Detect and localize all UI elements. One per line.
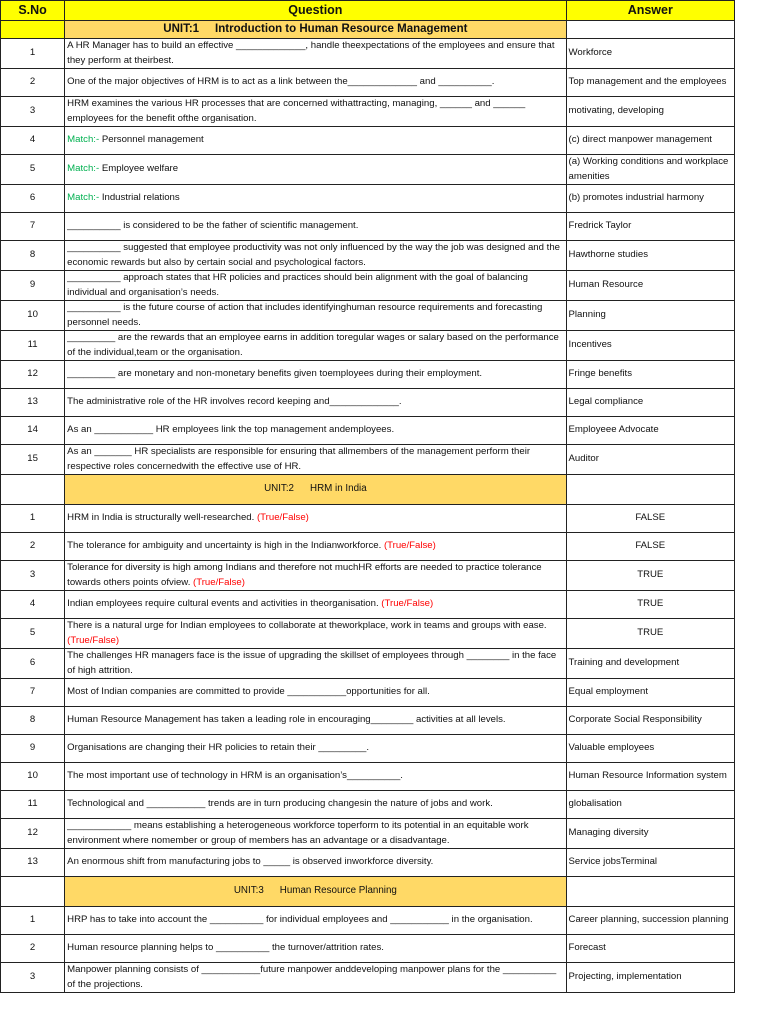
question-text: _________ are monetary and non-monetary benefits given toemployees during their employment. bbox=[67, 368, 483, 380]
answer-cell: TRUE bbox=[566, 591, 734, 619]
row-number: 10 bbox=[1, 763, 65, 791]
question-text: The administrative role of the HR involves record keeping and_____________. bbox=[67, 396, 402, 408]
question-text: There is a natural urge for Indian employees to collaborate at theworkplace, work in teams and groups with ease. bbox=[67, 620, 547, 631]
question-text: Indian employees require cultural events and activities in theorganisation. bbox=[67, 598, 382, 610]
unit3-title bbox=[65, 877, 566, 907]
unit2-title-blank bbox=[1, 475, 65, 505]
answer-cell: Auditor bbox=[566, 445, 734, 475]
row-number: 2 bbox=[1, 533, 65, 561]
table-row bbox=[1, 935, 735, 963]
row-number: 3 bbox=[1, 561, 65, 591]
table-row bbox=[1, 241, 735, 271]
question-text: _________ are the rewards that an employee earns in addition toregular wages or salary based on the performance of the individual,team or the organisation. bbox=[67, 332, 559, 358]
question-cell bbox=[65, 679, 566, 707]
answer-cell: Projecting, implementation bbox=[566, 963, 734, 993]
table-row bbox=[1, 791, 735, 819]
true-false-label: (True/False) bbox=[67, 634, 120, 646]
unit2-label: UNIT:2 bbox=[264, 483, 295, 495]
table-row bbox=[1, 39, 735, 69]
question-cell bbox=[65, 533, 566, 561]
answer-cell: (a) Working conditions and workplace amenities bbox=[566, 155, 734, 185]
question-cell bbox=[65, 185, 566, 213]
qa-table-body bbox=[1, 1, 735, 993]
question-text: Personnel management bbox=[99, 134, 204, 146]
question-text: As an ___________ HR employees link the top management andemployees. bbox=[67, 424, 395, 436]
question-text: HRM in India is structurally well-researched. bbox=[67, 512, 257, 524]
question-text: One of the major objectives of HRM is to act as a link between the_____________ and __________. bbox=[67, 76, 495, 88]
table-row bbox=[1, 213, 735, 241]
question-cell bbox=[65, 791, 566, 819]
unit2-title-answer-blank bbox=[566, 475, 734, 505]
table-row bbox=[1, 389, 735, 417]
question-cell bbox=[65, 505, 566, 533]
row-number: 8 bbox=[1, 241, 65, 271]
question-text: Employee welfare bbox=[99, 163, 179, 175]
unit1-title-row bbox=[1, 21, 735, 39]
unit2-title-row bbox=[1, 475, 735, 505]
table-row bbox=[1, 301, 735, 331]
question-text: __________ suggested that employee productivity was not only influenced by the way the job was designed and the economic rewards but also by certain social and psychological factors. bbox=[67, 242, 560, 268]
unit1-title bbox=[65, 21, 566, 39]
question-text: A HR Manager has to build an effective _____________, handle theexpectations of the employees and ensure that they perform at theirbest. bbox=[67, 40, 555, 66]
unit3-name: Human Resource Planning bbox=[279, 885, 397, 897]
row-number: 4 bbox=[1, 591, 65, 619]
answer-cell: Incentives bbox=[566, 331, 734, 361]
row-number: 15 bbox=[1, 445, 65, 475]
question-text: Manpower planning consists of ___________future manpower anddeveloping manpower plans for the __________ of the projections. bbox=[67, 964, 557, 990]
answer-cell: Managing diversity bbox=[566, 819, 734, 849]
unit3-title-answer-blank bbox=[566, 877, 734, 907]
table-row bbox=[1, 185, 735, 213]
table-row bbox=[1, 445, 735, 475]
unit1-title-answer-blank bbox=[566, 21, 734, 39]
question-text: Human resource planning helps to __________ the turnover/attrition rates. bbox=[67, 942, 384, 954]
unit1-title-blank bbox=[1, 21, 65, 39]
question-text: As an _______ HR specialists are responsible for ensuring that allmembers of the management perform their respective roles concernedwith the effective use of HR. bbox=[67, 446, 531, 472]
question-cell bbox=[65, 707, 566, 735]
table-row bbox=[1, 763, 735, 791]
row-number: 14 bbox=[1, 417, 65, 445]
row-number: 8 bbox=[1, 707, 65, 735]
match-label: Match:- bbox=[67, 163, 100, 175]
row-number: 1 bbox=[1, 505, 65, 533]
table-row bbox=[1, 907, 735, 935]
unit3-title-row bbox=[1, 877, 735, 907]
row-number: 11 bbox=[1, 331, 65, 361]
row-number: 2 bbox=[1, 935, 65, 963]
unit2-title bbox=[65, 475, 566, 505]
match-label: Match:- bbox=[67, 134, 100, 146]
answer-cell: Human Resource Information system bbox=[566, 763, 734, 791]
answer-cell: FALSE bbox=[566, 505, 734, 533]
table-row bbox=[1, 271, 735, 301]
question-cell bbox=[65, 69, 566, 97]
header-question: Question bbox=[65, 1, 566, 21]
question-cell bbox=[65, 849, 566, 877]
true-false-label: (True/False) bbox=[256, 512, 309, 524]
question-cell bbox=[65, 331, 566, 361]
answer-cell: Human Resource bbox=[566, 271, 734, 301]
question-cell bbox=[65, 935, 566, 963]
answer-cell: Fringe benefits bbox=[566, 361, 734, 389]
row-number: 1 bbox=[1, 907, 65, 935]
row-number: 1 bbox=[1, 39, 65, 69]
row-number: 4 bbox=[1, 127, 65, 155]
row-number: 12 bbox=[1, 361, 65, 389]
answer-cell: (b) promotes industrial harmony bbox=[566, 185, 734, 213]
row-number: 5 bbox=[1, 619, 65, 649]
row-number: 3 bbox=[1, 963, 65, 993]
table-row bbox=[1, 649, 735, 679]
table-row bbox=[1, 561, 735, 591]
question-cell bbox=[65, 213, 566, 241]
row-number: 6 bbox=[1, 185, 65, 213]
table-row bbox=[1, 707, 735, 735]
match-label: Match:- bbox=[67, 192, 100, 204]
answer-cell: (c) direct manpower management bbox=[566, 127, 734, 155]
question-cell bbox=[65, 619, 566, 649]
question-cell bbox=[65, 735, 566, 763]
question-cell bbox=[65, 763, 566, 791]
question-text: Most of Indian companies are committed to provide ___________opportunities for all. bbox=[67, 686, 430, 698]
answer-cell: Training and development bbox=[566, 649, 734, 679]
answer-cell: Workforce bbox=[566, 39, 734, 69]
answer-cell: Career planning, succession planning bbox=[566, 907, 734, 935]
question-cell bbox=[65, 271, 566, 301]
question-cell bbox=[65, 241, 566, 271]
unit1-name: Introduction to Human Resource Management bbox=[215, 23, 468, 36]
answer-cell: globalisation bbox=[566, 791, 734, 819]
header-answer: Answer bbox=[566, 1, 734, 21]
header-sno: S.No bbox=[1, 1, 65, 21]
table-row bbox=[1, 69, 735, 97]
answer-cell: Corporate Social Responsibility bbox=[566, 707, 734, 735]
question-text: __________ is considered to be the father of scientific management. bbox=[67, 220, 359, 232]
row-number: 11 bbox=[1, 791, 65, 819]
true-false-label: (True/False) bbox=[193, 576, 245, 588]
question-cell bbox=[65, 97, 566, 127]
answer-cell: FALSE bbox=[566, 533, 734, 561]
answer-cell: TRUE bbox=[566, 561, 734, 591]
table-row bbox=[1, 505, 735, 533]
question-cell bbox=[65, 591, 566, 619]
question-text: Technological and ___________ trends are in turn producing changesin the nature of jobs and work. bbox=[67, 798, 493, 810]
question-text: __________ approach states that HR policies and practices should bein alignment with the goal of balancing individual and organisation’s needs. bbox=[67, 272, 528, 298]
question-text: The most important use of technology in HRM is an organisation’s__________. bbox=[67, 770, 403, 782]
table-row bbox=[1, 331, 735, 361]
row-number: 3 bbox=[1, 97, 65, 127]
row-number: 13 bbox=[1, 389, 65, 417]
row-number: 6 bbox=[1, 649, 65, 679]
question-text: Organisations are changing their HR policies to retain their _________. bbox=[67, 742, 370, 754]
row-number: 7 bbox=[1, 213, 65, 241]
answer-cell: Top management and the employees bbox=[566, 69, 734, 97]
question-text: HRP has to take into account the __________ for individual employees and ___________ in the organisation. bbox=[67, 914, 533, 926]
question-cell bbox=[65, 445, 566, 475]
question-text: HRM examines the various HR processes that are concerned withattracting, managing, ______ and ______ employees for the benefit ofthe organisation. bbox=[67, 98, 526, 124]
answer-cell: Fredrick Taylor bbox=[566, 213, 734, 241]
question-text: Tolerance for diversity is high among Indians and therefore not muchHR efforts are needed to practice tolerance towards others points ofview. bbox=[67, 562, 542, 588]
table-row bbox=[1, 155, 735, 185]
question-cell bbox=[65, 649, 566, 679]
table-row bbox=[1, 97, 735, 127]
question-cell bbox=[65, 127, 566, 155]
header-row bbox=[1, 1, 735, 21]
question-cell bbox=[65, 39, 566, 69]
question-text: The challenges HR managers face is the issue of upgrading the skillset of employees through ________ in the face of high attrition. bbox=[67, 650, 557, 676]
question-cell bbox=[65, 963, 566, 993]
question-cell bbox=[65, 301, 566, 331]
question-cell bbox=[65, 389, 566, 417]
answer-cell: Planning bbox=[566, 301, 734, 331]
answer-cell: Forecast bbox=[566, 935, 734, 963]
question-text: Industrial relations bbox=[99, 192, 180, 204]
question-cell bbox=[65, 361, 566, 389]
row-number: 12 bbox=[1, 819, 65, 849]
question-cell bbox=[65, 561, 566, 591]
question-text: The tolerance for ambiguity and uncertainty is high in the Indianworkforce. bbox=[67, 540, 384, 552]
table-row bbox=[1, 679, 735, 707]
answer-cell: Valuable employees bbox=[566, 735, 734, 763]
row-number: 9 bbox=[1, 735, 65, 763]
table-row bbox=[1, 533, 735, 561]
answer-cell: motivating, developing bbox=[566, 97, 734, 127]
question-text: Human Resource Management has taken a leading role in encouraging________ activities at all levels. bbox=[67, 714, 506, 726]
question-text: ____________ means establishing a heterogeneous workforce toperform to its potential in an equitable work environment where nomember or group of members has an advantage or a disadvantage. bbox=[67, 820, 529, 846]
unit3-label: UNIT:3 bbox=[233, 885, 264, 897]
true-false-label: (True/False) bbox=[383, 540, 436, 552]
answer-cell: Employeee Advocate bbox=[566, 417, 734, 445]
question-cell bbox=[65, 417, 566, 445]
answer-cell: Hawthorne studies bbox=[566, 241, 734, 271]
answer-cell: Equal employment bbox=[566, 679, 734, 707]
true-false-label: (True/False) bbox=[381, 598, 434, 610]
unit1-label: UNIT:1 bbox=[163, 23, 200, 36]
table-row bbox=[1, 361, 735, 389]
table-row bbox=[1, 735, 735, 763]
row-number: 9 bbox=[1, 271, 65, 301]
table-row bbox=[1, 417, 735, 445]
unit3-title-blank bbox=[1, 877, 65, 907]
table-row bbox=[1, 819, 735, 849]
question-cell bbox=[65, 155, 566, 185]
question-text: An enormous shift from manufacturing jobs to _____ is observed inworkforce diversity. bbox=[67, 856, 434, 868]
table-row bbox=[1, 849, 735, 877]
table-row bbox=[1, 127, 735, 155]
table-row bbox=[1, 963, 735, 993]
answer-cell: Legal compliance bbox=[566, 389, 734, 417]
table-row bbox=[1, 619, 735, 649]
question-cell bbox=[65, 907, 566, 935]
unit2-name: HRM in India bbox=[310, 483, 367, 495]
table-row bbox=[1, 591, 735, 619]
row-number: 5 bbox=[1, 155, 65, 185]
question-cell bbox=[65, 819, 566, 849]
answer-cell: Service jobsTerminal bbox=[566, 849, 734, 877]
row-number: 10 bbox=[1, 301, 65, 331]
row-number: 13 bbox=[1, 849, 65, 877]
question-text: __________ is the future course of action that includes identifyinghuman resource requirements and forecasting personnel needs. bbox=[67, 302, 543, 328]
answer-cell: TRUE bbox=[566, 619, 734, 649]
row-number: 7 bbox=[1, 679, 65, 707]
row-number: 2 bbox=[1, 69, 65, 97]
